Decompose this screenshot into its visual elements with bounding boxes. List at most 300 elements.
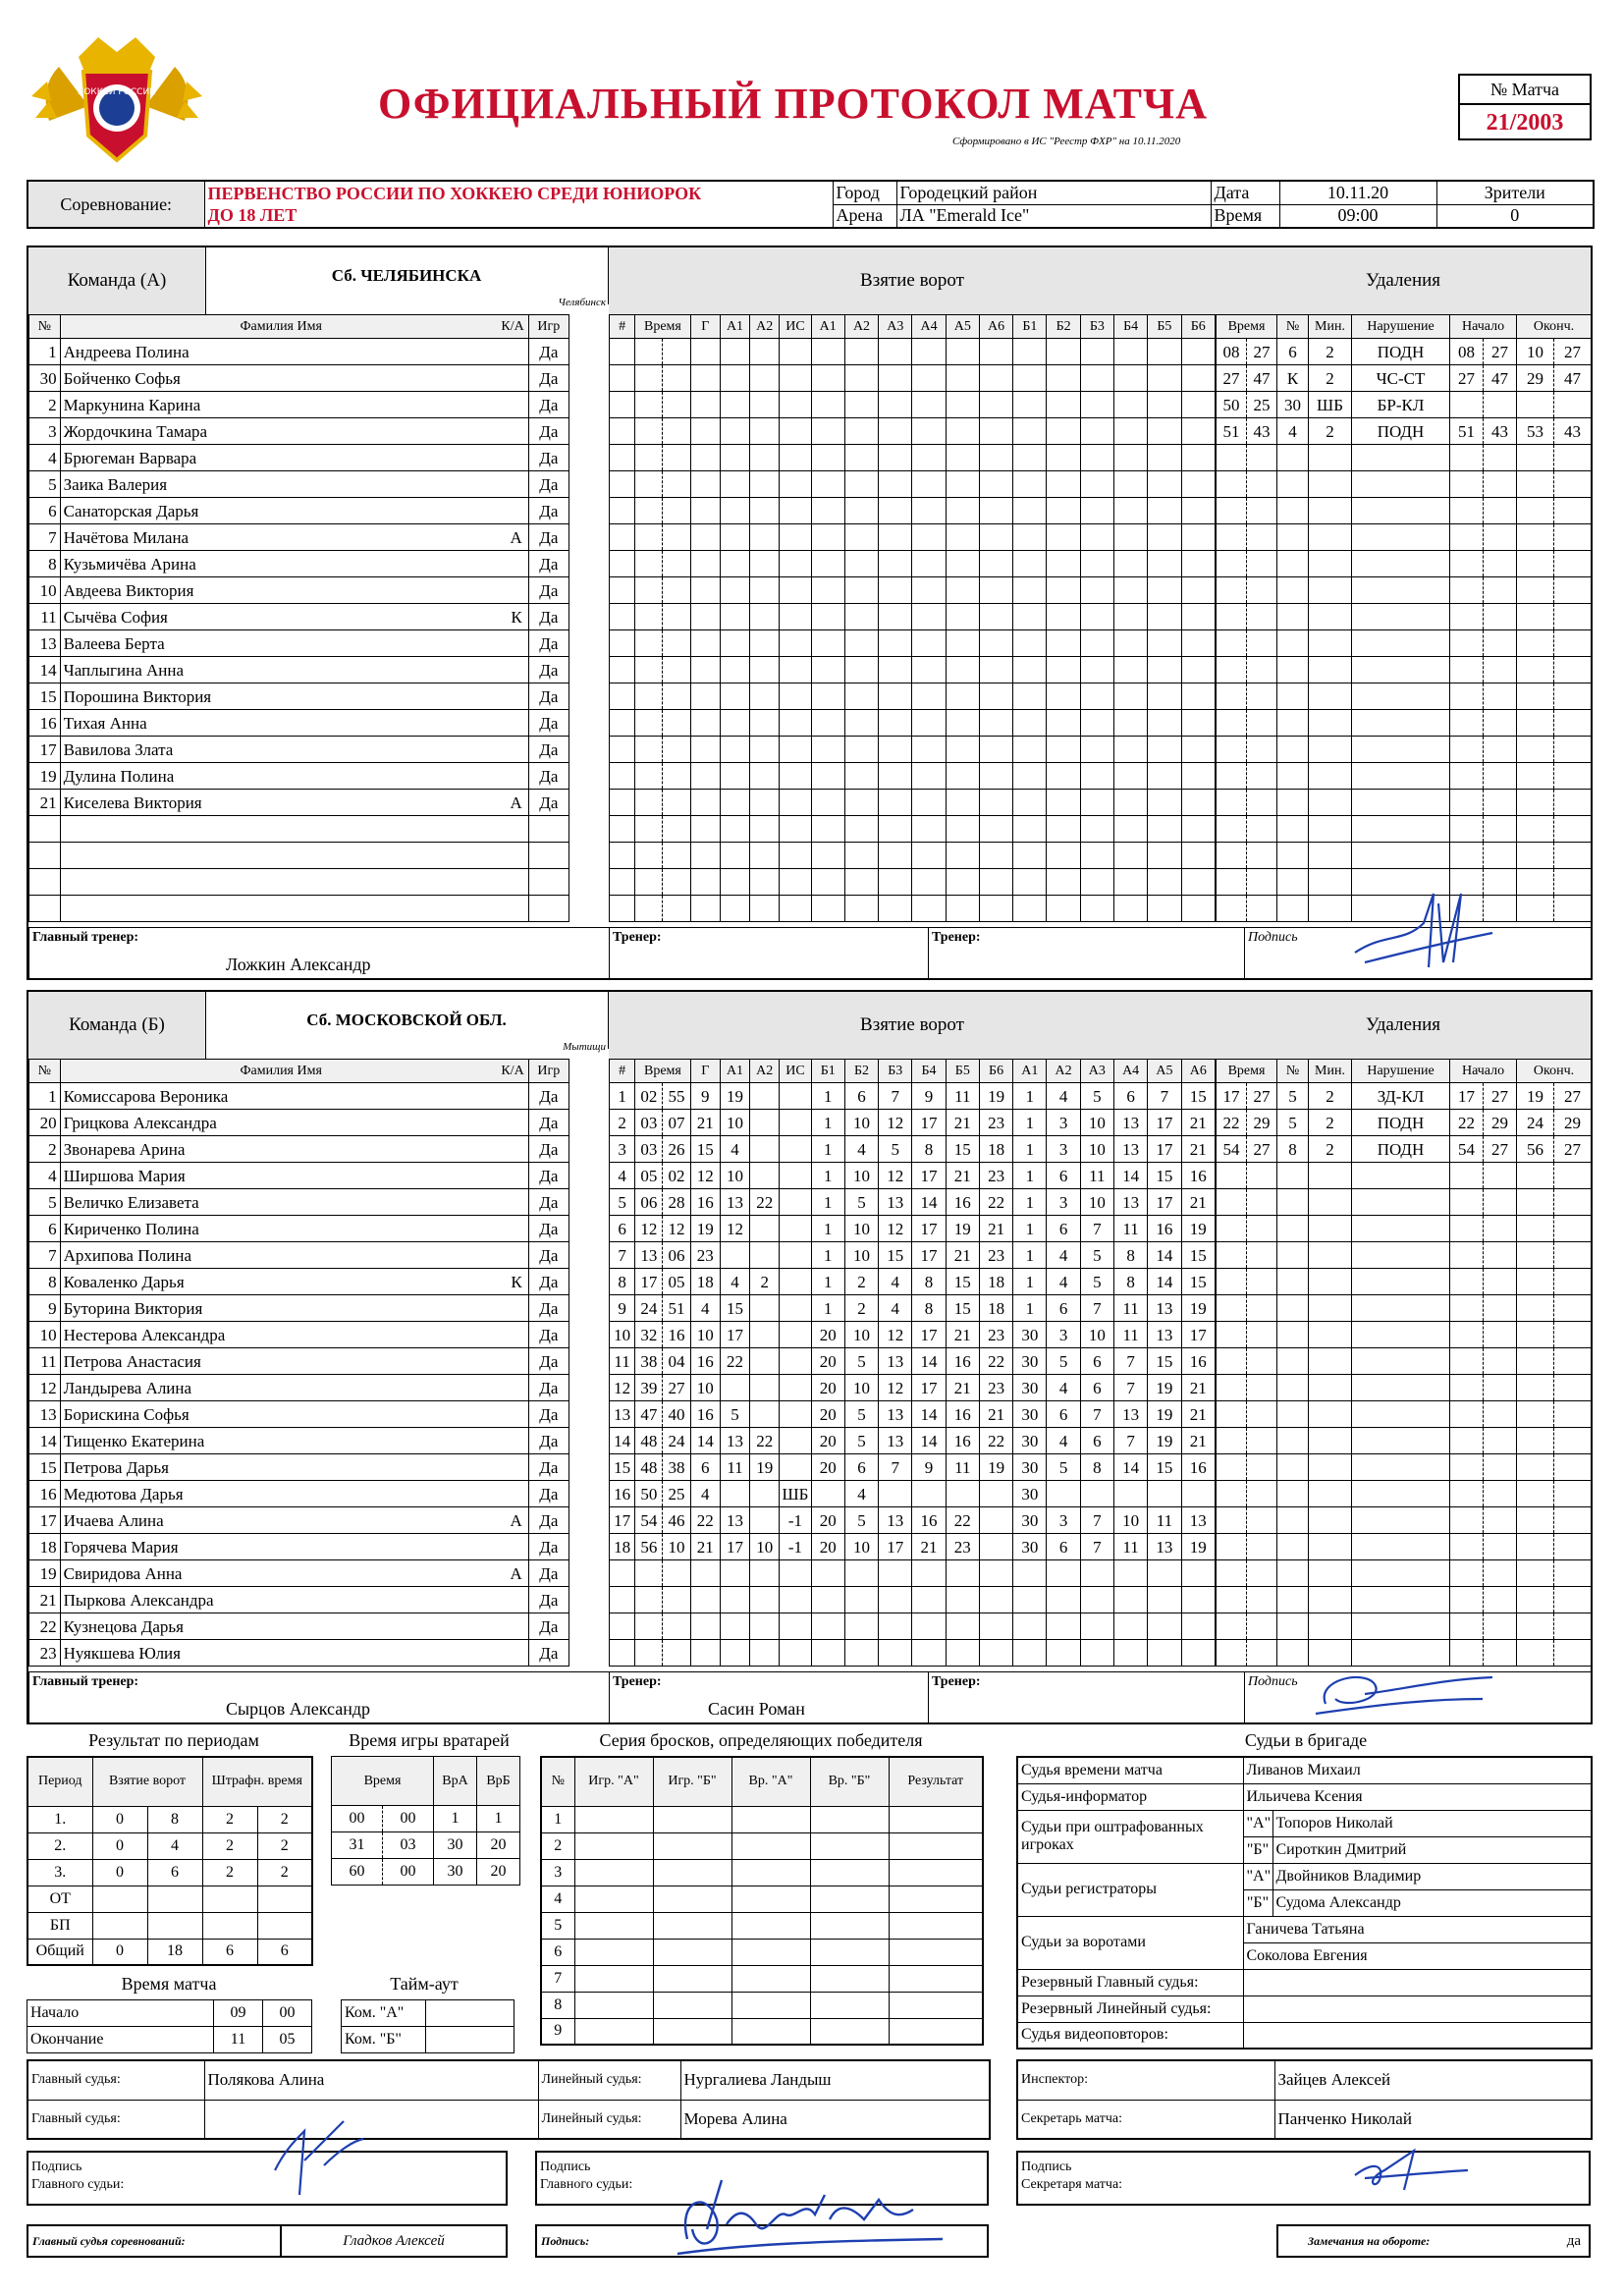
roster-row	[29, 1587, 609, 1613]
goal-onice-player: 22	[979, 1348, 1012, 1375]
goal-is	[780, 339, 811, 365]
goal-s: 26	[663, 1136, 690, 1163]
penalty-ss	[1484, 498, 1517, 524]
goal-onice-player	[1013, 710, 1047, 737]
goal-onice-player	[1080, 683, 1113, 710]
goal-onice-player: 13	[879, 1507, 912, 1534]
goal-onice-player: 11	[1114, 1216, 1148, 1242]
penalty-viol	[1352, 657, 1450, 683]
ref-sig-label-2: Главного судьи:	[31, 2177, 125, 2192]
penalty-es	[1554, 1560, 1592, 1587]
penalty-m	[1217, 1269, 1247, 1295]
goal-onice-player	[1080, 418, 1113, 445]
player-play: Да	[528, 1587, 568, 1613]
timekeeper-label: Судья времени матча	[1017, 1757, 1243, 1783]
team-a-penalties	[1216, 314, 1592, 922]
player-name: Тихая Анна	[63, 713, 147, 733]
shootout-no: 8	[541, 1992, 574, 2018]
goal-s	[663, 657, 690, 683]
goal-row	[610, 1295, 1216, 1322]
goal-onice-player	[946, 869, 979, 896]
penalty-n: 6	[1277, 339, 1309, 365]
shootout-col-no: №	[541, 1757, 574, 1806]
goal-onice-player: 17	[879, 1534, 912, 1560]
shootout-cell	[653, 1859, 731, 1886]
goal-s: 10	[663, 1534, 690, 1560]
penalty-s	[1247, 1375, 1277, 1401]
goal-onice-player	[1013, 737, 1047, 763]
goal-onice-player: 1	[811, 1189, 844, 1216]
player-name-cell	[60, 604, 528, 630]
ref2-sig-label-2: Главного судьи:	[540, 2177, 633, 2192]
goal-g	[690, 843, 720, 869]
player-number: 19	[29, 763, 61, 790]
goal-onice-player	[1181, 683, 1215, 710]
goal-m	[635, 418, 663, 445]
goal-a1: 4	[720, 1136, 749, 1163]
goal-judges-label: Судьи за воротами	[1017, 1916, 1243, 1969]
shootout-row	[541, 1939, 983, 1965]
goalie-col-time: Время	[332, 1757, 434, 1806]
goal-no	[610, 392, 635, 418]
player-play: Да	[528, 1110, 568, 1136]
penalty-es	[1554, 816, 1592, 843]
page-title: ОФИЦИАЛЬНЫЙ ПРОТОКОЛ МАТЧА	[378, 80, 1209, 128]
goal-no: 10	[610, 1322, 635, 1348]
goal-onice-player	[1181, 471, 1215, 498]
goal-onice-player	[1148, 763, 1181, 790]
goal-onice-player	[1148, 1640, 1181, 1667]
team-b-name: Сб. МОСКОВСКОЙ ОБЛ.	[205, 992, 609, 1049]
goal-onice-player: 17	[912, 1110, 946, 1136]
penalty-es	[1554, 471, 1592, 498]
goal-row	[610, 630, 1216, 657]
goal-onice-player	[1080, 790, 1113, 816]
player-play: Да	[528, 1348, 568, 1375]
goal-col-onice: Б2	[1047, 315, 1080, 339]
goal-onice-player: 17	[912, 1216, 946, 1242]
penalty-em: 10	[1517, 339, 1554, 365]
player-name-cell	[60, 1216, 528, 1242]
shootout-cell	[810, 2018, 889, 2045]
shootout-cell	[731, 2018, 810, 2045]
penalty-m	[1217, 1507, 1247, 1534]
period-goals-a	[92, 1912, 147, 1939]
goal-a2	[750, 630, 780, 657]
penalty-s	[1247, 1507, 1277, 1534]
penalty-viol: ПОДН	[1352, 339, 1450, 365]
goal-onice-player	[1013, 763, 1047, 790]
player-number: 30	[29, 365, 61, 392]
penalty-es	[1554, 1613, 1592, 1640]
goal-onice-player	[1148, 1560, 1181, 1587]
goal-onice-player	[844, 551, 878, 577]
goal-a2	[750, 1507, 780, 1534]
player-name: Жордочкина Тамара	[63, 421, 208, 441]
goal-onice-player: 7	[1114, 1348, 1148, 1375]
team-b-penalties	[1216, 1059, 1592, 1667]
chief-name-box	[282, 2224, 508, 2258]
officials-title: Судьи в бригаде	[1244, 1730, 1368, 1750]
goal-s: 28	[663, 1189, 690, 1216]
goal-s: 25	[663, 1481, 690, 1507]
roster-row	[29, 1269, 609, 1295]
penalty-n	[1277, 1428, 1309, 1454]
goal-row	[610, 1083, 1216, 1110]
player-name: Звонарева Арина	[63, 1139, 186, 1159]
roster-row	[29, 737, 609, 763]
penalty-ss	[1484, 763, 1517, 790]
penalty-viol	[1352, 1375, 1450, 1401]
penalty-n	[1277, 498, 1309, 524]
goal-col-g_a1: А1	[720, 315, 749, 339]
ref1-label: Главный судья:	[27, 2060, 204, 2100]
goal-onice-player: 16	[912, 1507, 946, 1534]
goal-onice-player: 16	[946, 1428, 979, 1454]
goal-onice-player: 13	[1181, 1507, 1215, 1534]
goal-onice-player: 17	[1181, 1322, 1215, 1348]
line2-label: Линейный судья:	[538, 2100, 680, 2139]
player-number: 10	[29, 1322, 61, 1348]
shootout-no: 9	[541, 2018, 574, 2045]
player-play: Да	[528, 339, 568, 365]
shootout-cell	[574, 1886, 653, 1912]
penalty-n	[1277, 763, 1309, 790]
roster-row	[29, 471, 609, 498]
penalty-sm: 51	[1450, 418, 1484, 445]
goal-onice-player	[1148, 657, 1181, 683]
player-play: Да	[528, 710, 568, 737]
goal-g: 21	[690, 1534, 720, 1560]
penalty-m	[1217, 498, 1247, 524]
penalty-m	[1217, 843, 1247, 869]
goal-onice-player: 15	[879, 1242, 912, 1269]
penalty-min	[1309, 1613, 1352, 1640]
penalty-n	[1277, 1216, 1309, 1242]
penalty-viol	[1352, 1401, 1450, 1428]
goal-col-onice: А1	[1013, 1060, 1047, 1083]
goal-onice-player: 1	[811, 1136, 844, 1163]
goalie-row	[332, 1832, 520, 1859]
goal-onice-player	[879, 445, 912, 471]
goal-row	[610, 710, 1216, 737]
coach-label: Тренер:	[613, 930, 662, 945]
penalty-em	[1517, 869, 1554, 896]
goal-onice-player: 21	[946, 1322, 979, 1348]
goal-onice-player	[811, 1560, 844, 1587]
penalty-s	[1247, 869, 1277, 896]
goal-s	[663, 1613, 690, 1640]
penalty-row	[1217, 1216, 1592, 1242]
goal-onice-player	[879, 418, 912, 445]
penalty-s	[1247, 1534, 1277, 1560]
goal-s	[663, 498, 690, 524]
player-name-cell	[60, 1401, 528, 1428]
goal-a2: 19	[750, 1454, 780, 1481]
goal-row	[610, 843, 1216, 869]
goal-onice-player	[946, 577, 979, 604]
penalty-n	[1277, 843, 1309, 869]
goal-onice-player	[879, 657, 912, 683]
penalty-em	[1517, 1163, 1554, 1189]
penalty-s	[1247, 1242, 1277, 1269]
penalty-n	[1277, 1534, 1309, 1560]
scorer-mark-a: "А"	[1243, 1863, 1272, 1889]
officials-table	[1016, 1756, 1593, 2050]
goal-is	[780, 869, 811, 896]
goal-a2	[750, 657, 780, 683]
goal-is	[780, 896, 811, 922]
match-end-label: Окончание	[27, 2027, 214, 2053]
penalty-n	[1277, 551, 1309, 577]
goal-onice-player	[1013, 1640, 1047, 1667]
goal-onice-player	[946, 445, 979, 471]
goal-a1	[720, 683, 749, 710]
roster-row	[29, 1613, 609, 1640]
goal-onice-player	[946, 365, 979, 392]
goal-m	[635, 365, 663, 392]
goal-onice-player	[912, 604, 946, 630]
penalty-s	[1247, 737, 1277, 763]
goal-col-onice: Б3	[879, 1060, 912, 1083]
player-name-cell	[60, 1428, 528, 1454]
col-name-label: Фамилия Имя	[240, 318, 322, 334]
ref-sig-label-1: Подпись	[31, 2159, 82, 2174]
goal-onice-player: 14	[912, 1189, 946, 1216]
penalty-sm	[1450, 1401, 1484, 1428]
goal-onice-player	[811, 790, 844, 816]
goal-onice-player	[1013, 392, 1047, 418]
penalty-ss	[1484, 445, 1517, 471]
goal-no	[610, 790, 635, 816]
shootout-col-res: Результат	[889, 1757, 983, 1806]
goal-onice-player	[1047, 1587, 1080, 1613]
goal-onice-player	[1047, 577, 1080, 604]
goal-onice-player	[1013, 816, 1047, 843]
goal-onice-player	[1114, 551, 1148, 577]
player-name: Пыркова Александра	[63, 1590, 214, 1610]
goal-onice-player: 4	[1047, 1242, 1080, 1269]
shootout-cell	[653, 1965, 731, 1992]
penalty-m	[1217, 1481, 1247, 1507]
goal-m	[635, 1587, 663, 1613]
goal-a1: 13	[720, 1189, 749, 1216]
penalty-min	[1309, 524, 1352, 551]
goal-onice-player	[912, 392, 946, 418]
goal-onice-player	[1013, 896, 1047, 922]
goal-onice-player	[946, 816, 979, 843]
goal-onice-player	[912, 551, 946, 577]
goal-a1	[720, 816, 749, 843]
goal-row	[610, 1242, 1216, 1269]
period-goals-b: 4	[147, 1832, 202, 1859]
goal-onice-player	[946, 1481, 979, 1507]
goal-onice-player	[979, 1613, 1012, 1640]
goal-onice-player	[1148, 843, 1181, 869]
goal-onice-player: 17	[1148, 1189, 1181, 1216]
goal-onice-player: 3	[1047, 1322, 1080, 1348]
goal-onice-player: 19	[1148, 1375, 1181, 1401]
goal-onice-player: 18	[979, 1136, 1012, 1163]
player-name: Вавилова Злата	[63, 739, 174, 759]
goal-s	[663, 604, 690, 630]
goal-a1	[720, 869, 749, 896]
goal-onice-player: 10	[844, 1534, 878, 1560]
goal-onice-player	[1047, 392, 1080, 418]
penalty-viol: ПОДН	[1352, 1136, 1450, 1163]
goal-onice-player	[1013, 551, 1047, 577]
penalty-row	[1217, 524, 1592, 551]
penalty-s	[1247, 816, 1277, 843]
goal-onice-player	[1047, 763, 1080, 790]
goal-s	[663, 365, 690, 392]
shootout-cell	[574, 2018, 653, 2045]
goal-onice-player	[1080, 339, 1113, 365]
goal-onice-player: 13	[879, 1401, 912, 1428]
shootout-table	[540, 1756, 984, 2046]
goal-a2	[750, 790, 780, 816]
goal-col-g_num: #	[610, 315, 635, 339]
penalty-ss: 27	[1484, 1083, 1517, 1110]
goal-m	[635, 445, 663, 471]
goal-is: -1	[780, 1507, 811, 1534]
goal-onice-player: 21	[1181, 1189, 1215, 1216]
shootout-cell	[731, 1886, 810, 1912]
pen-col-start: Начало	[1450, 315, 1517, 339]
player-name: Петрова Дарья	[63, 1457, 169, 1477]
goal-no	[610, 1587, 635, 1613]
goal-onice-player	[912, 1640, 946, 1667]
goal-onice-player	[1114, 816, 1148, 843]
date-label: Дата	[1211, 181, 1279, 204]
goal-onice-player	[1047, 524, 1080, 551]
goal-m: 48	[635, 1454, 663, 1481]
penalty-m	[1217, 790, 1247, 816]
goal-onice-player	[1148, 1613, 1181, 1640]
goal-m	[635, 816, 663, 843]
goal-onice-player	[811, 843, 844, 869]
goal-s: 40	[663, 1401, 690, 1428]
player-name-cell	[60, 1375, 528, 1401]
penalty-min	[1309, 604, 1352, 630]
goal-onice-player	[1013, 418, 1047, 445]
period-row	[27, 1912, 312, 1939]
roster-row	[29, 843, 609, 869]
penalty-em: 19	[1517, 1083, 1554, 1110]
penalty-row	[1217, 683, 1592, 710]
match-start-hour: 09	[214, 2000, 263, 2027]
goal-s	[663, 1560, 690, 1587]
roster-row	[29, 524, 609, 551]
penalty-row	[1217, 392, 1592, 418]
roster-row	[29, 763, 609, 790]
penalty-em	[1517, 896, 1554, 922]
logo	[29, 27, 204, 175]
penalty-ss	[1484, 392, 1517, 418]
goalie-sec: 00	[383, 1859, 434, 1886]
goal-onice-player	[1047, 737, 1080, 763]
goal-col-time: Время	[635, 1060, 690, 1083]
goal-g: 16	[690, 1189, 720, 1216]
penbox-mark-b: "Б"	[1243, 1836, 1272, 1863]
goal-is	[780, 816, 811, 843]
goal-a2	[750, 1587, 780, 1613]
penalty-viol	[1352, 1295, 1450, 1322]
team-a-roster	[28, 314, 609, 922]
goal-onice-player: 7	[1080, 1534, 1113, 1560]
penalty-viol	[1352, 843, 1450, 869]
goal-onice-player	[1047, 604, 1080, 630]
penalty-em	[1517, 471, 1554, 498]
goal-onice-player	[811, 445, 844, 471]
penalty-row	[1217, 1189, 1592, 1216]
player-play: Да	[528, 604, 568, 630]
roster-row	[29, 392, 609, 418]
goal-onice-player: 17	[1148, 1110, 1181, 1136]
penalty-es	[1554, 710, 1592, 737]
roster-row	[29, 657, 609, 683]
penalty-n	[1277, 1613, 1309, 1640]
goal-s	[663, 790, 690, 816]
penalty-ss	[1484, 524, 1517, 551]
goal-onice-player	[879, 1613, 912, 1640]
goal-onice-player	[946, 1613, 979, 1640]
penalty-m: 54	[1217, 1136, 1247, 1163]
goal-onice-player	[1181, 1640, 1215, 1667]
goal-onice-player	[844, 896, 878, 922]
player-play: Да	[528, 630, 568, 657]
match-number: 21/2003	[1486, 110, 1564, 136]
player-play: Да	[528, 392, 568, 418]
penalty-viol	[1352, 816, 1450, 843]
goal-onice-player	[946, 418, 979, 445]
shootout-cell	[574, 1832, 653, 1859]
goal-onice-player	[844, 763, 878, 790]
goal-onice-player	[1080, 816, 1113, 843]
competition-label: Соревнование:	[27, 181, 204, 228]
penalty-row	[1217, 630, 1592, 657]
goal-onice-player	[979, 710, 1012, 737]
goal-is	[780, 790, 811, 816]
goal-no	[610, 1640, 635, 1667]
goal-onice-player	[1080, 577, 1113, 604]
penalty-sm	[1450, 1216, 1484, 1242]
col-name	[60, 315, 528, 339]
goal-a2	[750, 498, 780, 524]
player-number: 13	[29, 630, 61, 657]
goal-onice-player: 16	[1181, 1348, 1215, 1375]
penalty-em: 29	[1517, 365, 1554, 392]
roster-row	[29, 869, 609, 896]
goal-onice-player: 14	[912, 1428, 946, 1454]
goal-g: 21	[690, 1110, 720, 1136]
goal-onice-player	[1013, 577, 1047, 604]
penalty-row	[1217, 339, 1592, 365]
goal-col-onice: Б3	[1080, 315, 1113, 339]
goal-onice-player: 11	[1114, 1295, 1148, 1322]
goal-m	[635, 869, 663, 896]
player-play: Да	[528, 1242, 568, 1269]
goal-onice-player	[912, 816, 946, 843]
penalty-viol	[1352, 1348, 1450, 1375]
player-number: 14	[29, 657, 61, 683]
goal-onice-player	[1114, 1481, 1148, 1507]
penalty-min	[1309, 471, 1352, 498]
player-name-cell	[60, 498, 528, 524]
goal-a2	[750, 843, 780, 869]
penalty-viol	[1352, 604, 1450, 630]
goal-onice-player: 6	[1080, 1375, 1113, 1401]
